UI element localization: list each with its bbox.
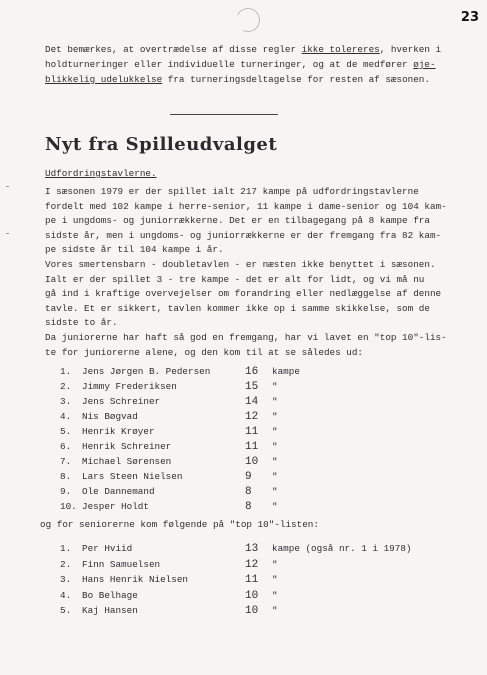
list-unit: " (272, 456, 278, 467)
list-unit: " (272, 501, 278, 512)
list-unit: kampe (272, 366, 300, 377)
list-count: 14 (245, 396, 259, 408)
page-number: 23 (460, 10, 479, 25)
body-line: I sæsonen 1979 er der spillet ialt 217 kampe på udfordringstavlerne (45, 186, 419, 197)
list-count: 10 (245, 605, 259, 618)
punch-hole-mark (233, 5, 264, 36)
list-count: 13 (245, 543, 259, 555)
list-unit: " (272, 589, 278, 601)
intro-line-2: holdturneringer eller individuelle turneringer, og at de medfører øje- (45, 59, 436, 70)
margin-mark (6, 233, 9, 234)
list-name: Jens Schreiner (82, 396, 161, 407)
list-unit: " (272, 558, 278, 570)
list-rank: 10. (60, 501, 77, 512)
list-count: 11 (245, 574, 259, 587)
intro-line-1: Det bemærkes, at overtrædelse af disse regler ikke tolereres, hverken i (45, 44, 442, 55)
body-line: tavle. Et er sikkert, tavlen kommer ikke op i samme skikkelse, som de (45, 302, 430, 314)
body-line: Da juniorerne har haft så god en fremgang, har vi lavet en "top 10"-lis- (45, 332, 447, 343)
list-unit: kampe (også nr. 1 i 1978) (272, 543, 412, 554)
list-unit: " (272, 381, 278, 392)
list-name: Jimmy Frederiksen (82, 381, 177, 392)
list-count: 12 (245, 411, 259, 423)
body-line: Ialt er der spillet 3 - tre kampe - det er alt for lidt, og vi må nu (45, 273, 425, 285)
list-rank: 6. (60, 441, 72, 452)
list-unit: " (272, 471, 278, 482)
list-rank: 4. (60, 411, 72, 422)
list-count: 11 (245, 441, 259, 453)
list-name: Henrik Schreiner (82, 441, 172, 452)
list-rank: 5. (60, 426, 72, 437)
list-rank: 2. (60, 381, 72, 392)
body-line: sidste år, men i ungdoms- og juniorrækkerne er der fremgang fra 82 kam- (45, 229, 442, 241)
list-name: Nis Bøgvad (82, 411, 138, 422)
list-count: 9 (245, 471, 252, 483)
list-name: Michael Sørensen (82, 456, 172, 467)
list-name: Jesper Holdt (82, 501, 149, 512)
list-count: 8 (245, 501, 252, 513)
list-unit: " (272, 574, 278, 586)
list-unit: " (272, 411, 278, 422)
list-rank: 7. (60, 456, 72, 467)
list-unit: " (272, 441, 278, 452)
list-name: Henrik Krøyer (82, 426, 155, 437)
list-count: 11 (245, 426, 259, 438)
list-name: Lars Steen Nielsen (82, 471, 183, 482)
body-line: gå ind i kraftige overvejelser om forandring eller nedlæggelse af denne (45, 288, 442, 300)
list-count: 10 (245, 456, 259, 468)
subheading: Udfordringstavlerne. (45, 168, 157, 179)
body-line: pe sidste år til 104 kampe i år. (45, 244, 224, 256)
list-rank: 1. (60, 543, 72, 554)
list-unit: " (272, 426, 278, 437)
intro-line-3: blikkelig udelukkelse fra turneringsdeltagelse for resten af sæsonen. (45, 74, 430, 85)
section-heading: Nyt fra Spilleudvalget (45, 134, 278, 155)
body-line: te for juniorerne alene, og den kom til at se således ud: (45, 346, 364, 358)
list-rank: 3. (60, 574, 72, 586)
list-rank: 1. (60, 366, 72, 377)
list-count: 12 (245, 558, 259, 571)
list-name: Bo Belhage (82, 589, 138, 601)
list-name: Per Hviid (82, 543, 133, 554)
list-unit: " (272, 396, 278, 407)
list-unit: " (272, 605, 278, 617)
list-rank: 5. (60, 605, 72, 617)
list-rank: 3. (60, 396, 72, 407)
list-count: 10 (245, 589, 259, 602)
list-count: 8 (245, 486, 252, 498)
list-rank: 9. (60, 486, 72, 497)
section-divider (170, 114, 278, 115)
body-line: fordelt med 102 kampe i herre-senior, 11 kampe i dame-senior og 104 kam- (45, 200, 447, 212)
list-name: Jens Jørgen B. Pedersen (82, 366, 211, 377)
list-count: 16 (245, 366, 259, 378)
margin-mark (6, 186, 9, 187)
list-name: Hans Henrik Nielsen (82, 574, 189, 586)
list-name: Finn Samuelsen (82, 558, 161, 570)
list-rank: 2. (60, 558, 72, 570)
senior-intro: og for seniorerne kom følgende på "top 10"-listen: (40, 519, 319, 530)
list-name: Ole Dannemand (82, 486, 155, 497)
list-rank: 4. (60, 589, 72, 601)
body-line: pe i ungdoms- og juniorrækkerne. Det er en tilbagegang på 8 kampe fra (45, 215, 430, 227)
list-rank: 8. (60, 471, 72, 482)
body-line: sidste to år. (45, 317, 118, 329)
list-name: Kaj Hansen (82, 605, 138, 617)
body-line: Vores smertensbarn - doubletavlen - er næsten ikke benyttet i sæsonen. (45, 259, 436, 270)
list-unit: " (272, 486, 278, 497)
list-count: 15 (245, 381, 259, 393)
